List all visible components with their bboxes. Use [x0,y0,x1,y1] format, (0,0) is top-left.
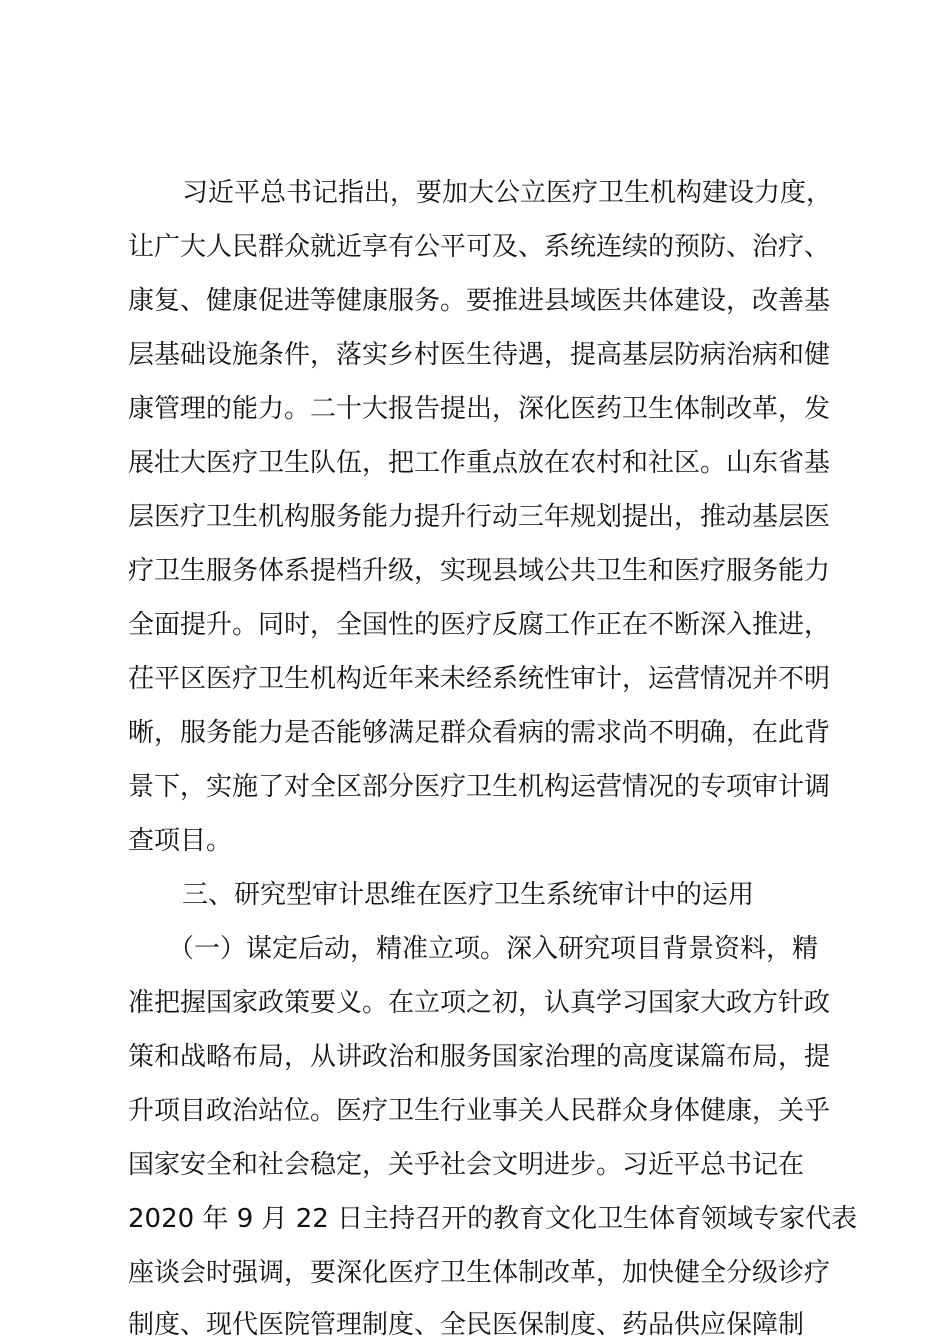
paragraph-2-line: 制度、现代医院管理制度、全民医保制度、药品供应保障制 [128,1310,805,1340]
paragraph-1-line: 让广大人民群众就近享有公平可及、系统连续的预防、治疗、 [128,232,831,262]
paragraph-2-line: 升项目政治站位。医疗卫生行业事关人民群众身体健康，关乎 [128,1096,831,1126]
paragraph-2-line: 座谈会时强调，要深化医疗卫生体制改革，加快健全分级诊疗 [128,1258,831,1288]
paragraph-2-line: 国家安全和社会稳定，关乎社会文明进步。习近平总书记在 [128,1150,805,1180]
paragraph-1-line: 晰，服务能力是否能够满足群众看病的需求尚不明确，在此背 [128,718,831,748]
paragraph-1-line: 康管理的能力。二十大报告提出，深化医药卫生体制改革，发 [128,394,831,424]
paragraph-1-line: 康复、健康促进等健康服务。要推进县域医共体建设，改善基 [128,286,831,316]
paragraph-1-line: 展壮大医疗卫生队伍，把工作重点放在农村和社区。山东省基 [128,448,831,478]
section-heading: 三、研究型审计思维在医疗卫生系统审计中的运用 [182,880,755,910]
paragraph-1-line: 查项目。 [128,826,233,856]
paragraph-1-line: 层基础设施条件，落实乡村医生待遇，提高基层防病治病和健 [128,340,831,370]
paragraph-1-line: 疗卫生服务体系提档升级，实现县域公共卫生和医疗服务能力 [128,556,831,586]
paragraph-1-line: 层医疗卫生机构服务能力提升行动三年规划提出，推动基层医 [128,502,831,532]
paragraph-2-line: （一）谋定后动，精准立项。深入研究项目背景资料，精 [168,934,819,964]
paragraph-1-line: 习近平总书记指出，要加大公立医疗卫生机构建设力度， [182,178,833,208]
paragraph-2-line: 准把握国家政策要义。在立项之初，认真学习国家大政方针政 [128,988,831,1018]
paragraph-2-line: 策和战略布局，从讲政治和服务国家治理的高度谋篇布局，提 [128,1042,831,1072]
paragraph-1-line: 全面提升。同时，全国性的医疗反腐工作正在不断深入推进， [128,610,831,640]
paragraph-1-line: 景下，实施了对全区部分医疗卫生机构运营情况的专项审计调 [128,772,831,802]
paragraph-2-line: 2020 年 9 月 22 日主持召开的教育文化卫生体育领域专家代表 [128,1204,858,1234]
paragraph-1-line: 茌平区医疗卫生机构近年来未经系统性审计，运营情况并不明 [128,664,831,694]
